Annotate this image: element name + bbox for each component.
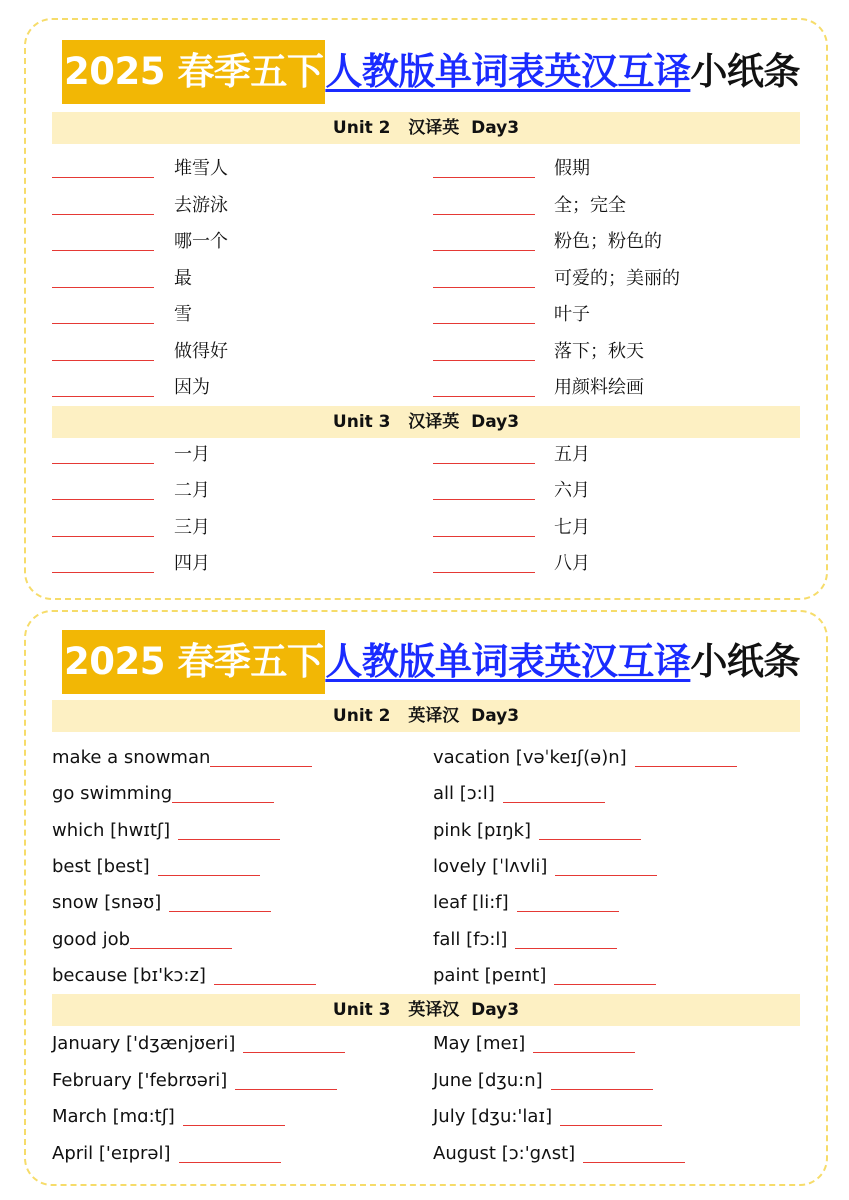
answer-blank[interactable] [52, 177, 154, 178]
answer-blank[interactable] [433, 360, 535, 361]
word-row [433, 746, 737, 772]
answer-blank[interactable] [433, 536, 535, 537]
word-row [52, 1069, 337, 1095]
answer-blank[interactable] [433, 572, 535, 573]
chinese-word: 叶子 [554, 304, 590, 325]
answer-blank[interactable] [52, 250, 154, 251]
chinese-word: 八月 [554, 552, 590, 574]
answer-blank[interactable] [52, 572, 154, 573]
answer-blank[interactable] [52, 536, 154, 537]
chinese-word: 因为 [174, 377, 210, 398]
english-word: snow [snəʊ] [52, 892, 162, 914]
english-word: May [meɪ] [433, 1033, 526, 1054]
answer-blank[interactable] [433, 499, 535, 500]
answer-blank[interactable] [433, 177, 535, 178]
word-row [433, 928, 617, 954]
word-row [52, 891, 271, 917]
answer-blank[interactable] [52, 287, 154, 288]
word-row [52, 964, 316, 990]
english-word: good job [52, 928, 131, 950]
chinese-word: 粉色；粉色的 [554, 231, 662, 252]
word-row [433, 1105, 662, 1131]
english-word: August [ɔ:'gʌst] [433, 1142, 576, 1164]
word-row [433, 782, 605, 808]
unit3-header: Unit 3 汉译英 Day3 [52, 406, 800, 438]
word-row [433, 1142, 685, 1168]
answer-blank[interactable] [433, 214, 535, 215]
title-year-term: 2025 春季五下 [62, 40, 325, 104]
answer-blank[interactable] [555, 855, 657, 876]
english-word: pink [pɪŋk] [433, 819, 531, 841]
answer-blank[interactable] [517, 891, 619, 912]
answer-blank[interactable] [583, 1142, 685, 1163]
answer-blank[interactable] [179, 1142, 281, 1163]
word-row [433, 964, 656, 990]
word-row [52, 746, 312, 772]
answer-blank[interactable] [158, 855, 260, 876]
answer-blank[interactable] [554, 964, 656, 985]
title-main: 人教版单词表英汉互译 [325, 640, 691, 683]
english-word: best [best] [52, 855, 150, 877]
unit2-header: Unit 2 英译汉 Day3 [52, 700, 800, 732]
answer-blank[interactable] [130, 928, 232, 949]
card-title [62, 630, 800, 694]
english-word: January ['dʒænjʊeri] [52, 1033, 236, 1054]
answer-blank[interactable] [515, 928, 617, 949]
chinese-word: 七月 [554, 516, 590, 538]
chinese-word: 三月 [174, 516, 210, 538]
chinese-word: 去游泳 [174, 194, 228, 216]
english-word: because [bɪ'kɔ:z] [52, 964, 206, 986]
word-row [433, 819, 641, 845]
word-row [433, 855, 657, 881]
title-suffix: 小纸条 [690, 640, 800, 683]
answer-blank[interactable] [433, 463, 535, 464]
answer-blank[interactable] [503, 782, 605, 803]
chinese-word: 四月 [174, 552, 210, 574]
unit2-header: Unit 2 汉译英 Day3 [52, 112, 800, 144]
word-row [52, 782, 274, 808]
answer-blank[interactable] [551, 1069, 653, 1090]
english-word: June [dʒu:n] [433, 1069, 543, 1091]
answer-blank[interactable] [560, 1105, 662, 1126]
english-word: vacation [vəˈkeɪʃ(ə)n] [433, 747, 627, 768]
chinese-word: 假期 [554, 158, 590, 179]
answer-blank[interactable] [52, 499, 154, 500]
chinese-word: 做得好 [174, 340, 228, 362]
chinese-word: 最 [174, 267, 192, 289]
word-row [52, 1105, 285, 1131]
answer-blank[interactable] [243, 1032, 345, 1053]
english-word: April ['eɪprəl] [52, 1142, 171, 1164]
word-row [52, 855, 260, 881]
answer-blank[interactable] [539, 819, 641, 840]
chinese-word: 堆雪人 [174, 158, 228, 179]
answer-blank[interactable] [235, 1069, 337, 1090]
answer-blank[interactable] [169, 891, 271, 912]
word-row [52, 819, 280, 845]
english-word: all [ɔ:l] [433, 783, 495, 805]
chinese-word: 六月 [554, 480, 590, 502]
english-word: which [hwɪtʃ] [52, 819, 171, 841]
english-word: make a snowman [52, 747, 211, 768]
title-year-term: 2025 春季五下 [62, 630, 325, 694]
chinese-word: 五月 [554, 444, 590, 465]
english-word: leaf [li:f] [433, 892, 509, 914]
answer-blank[interactable] [52, 463, 154, 464]
answer-blank[interactable] [172, 782, 274, 803]
worksheet-card-en-to-cn [24, 610, 828, 1186]
english-word: fall [fɔ:l] [433, 928, 508, 950]
word-row [52, 1142, 281, 1168]
card-title [62, 40, 800, 104]
chinese-word: 雪 [174, 304, 192, 325]
word-row [52, 928, 232, 954]
answer-blank[interactable] [433, 287, 535, 288]
chinese-word: 落下；秋天 [554, 340, 644, 362]
english-word: go swimming [52, 783, 173, 805]
answer-blank[interactable] [52, 360, 154, 361]
word-row [433, 891, 619, 917]
answer-blank[interactable] [210, 746, 312, 767]
answer-blank[interactable] [433, 396, 535, 397]
english-word: February ['febrʊəri] [52, 1069, 228, 1091]
answer-blank[interactable] [183, 1105, 285, 1126]
chinese-word: 哪一个 [174, 231, 228, 252]
english-word: paint [peɪnt] [433, 964, 547, 986]
answer-blank[interactable] [52, 323, 154, 324]
word-row [52, 1032, 345, 1058]
worksheet-card-cn-to-en [24, 18, 828, 600]
answer-blank[interactable] [178, 819, 280, 840]
english-word: lovely [ˈlʌvli] [433, 855, 548, 877]
answer-blank[interactable] [52, 214, 154, 215]
chinese-word: 二月 [174, 480, 210, 502]
word-row [433, 1069, 653, 1095]
answer-blank[interactable] [433, 323, 535, 324]
word-row [433, 1032, 635, 1058]
unit3-header: Unit 3 英译汉 Day3 [52, 994, 800, 1026]
chinese-word: 可爱的；美丽的 [554, 267, 680, 289]
answer-blank[interactable] [52, 396, 154, 397]
english-word: July [dʒu:'laɪ] [433, 1106, 553, 1127]
answer-blank[interactable] [533, 1032, 635, 1053]
chinese-word: 全；完全 [554, 194, 626, 216]
title-main: 人教版单词表英汉互译 [325, 50, 691, 93]
title-suffix: 小纸条 [690, 50, 800, 93]
chinese-word: 用颜料绘画 [554, 377, 644, 398]
answer-blank[interactable] [214, 964, 316, 985]
chinese-word: 一月 [174, 444, 210, 465]
answer-blank[interactable] [433, 250, 535, 251]
english-word: March [mɑ:tʃ] [52, 1106, 175, 1127]
answer-blank[interactable] [635, 746, 737, 767]
